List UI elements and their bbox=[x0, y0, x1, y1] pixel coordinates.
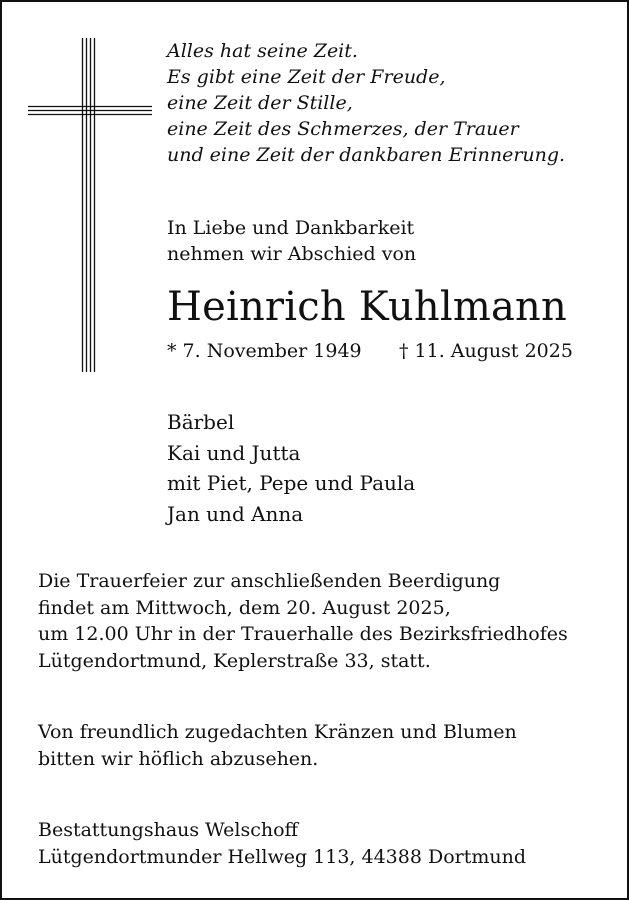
funeral-info-line: findet am Mittwoch, dem 20. August 2025, bbox=[38, 596, 451, 619]
family-member: Kai und Jutta bbox=[167, 440, 301, 465]
death-date: † 11. August 2025 bbox=[399, 340, 573, 362]
poem-line: Alles hat seine Zeit. bbox=[167, 40, 358, 62]
funeral-info bbox=[38, 568, 568, 674]
poem bbox=[167, 38, 565, 168]
deceased-name: Heinrich Kuhlmann bbox=[167, 284, 567, 330]
flowers-note-line: bitten wir höflich abzusehen. bbox=[38, 747, 319, 770]
family-member: Bärbel bbox=[167, 410, 235, 434]
intro-text bbox=[167, 215, 416, 267]
intro-line: In Liebe und Dankbarkeit bbox=[167, 217, 415, 239]
life-dates bbox=[167, 338, 587, 364]
flowers-note-line: Von freundlich zugedachten Kränzen und Blumen bbox=[38, 721, 517, 743]
birth-date: * 7. November 1949 bbox=[167, 340, 362, 362]
funeral-info-line: Lütgendortmund, Keplerstraße 33, statt. bbox=[38, 649, 431, 672]
family-list bbox=[167, 407, 415, 529]
cross-icon bbox=[28, 38, 152, 372]
poem-line: eine Zeit des Schmerzes, der Trauer bbox=[167, 118, 519, 140]
undertaker-line: Lütgendortmunder Hellweg 113, 44388 Dortmund bbox=[38, 845, 527, 868]
funeral-info-line: Die Trauerfeier zur anschließenden Beerdigung bbox=[38, 570, 501, 592]
poem-line: Es gibt eine Zeit der Freude, bbox=[167, 66, 446, 88]
family-member: mit Piet, Pepe und Paula bbox=[167, 471, 416, 495]
poem-line: und eine Zeit der dankbaren Erinnerung. bbox=[167, 144, 566, 166]
intro-line: nehmen wir Abschied von bbox=[167, 243, 417, 265]
family-member: Jan und Anna bbox=[167, 501, 304, 526]
poem-line: eine Zeit der Stille, bbox=[167, 92, 353, 114]
flowers-note bbox=[38, 719, 517, 772]
undertaker-info bbox=[38, 817, 526, 870]
undertaker-line: Bestattungshaus Welschoff bbox=[38, 819, 299, 841]
funeral-info-line: um 12.00 Uhr in der Trauerhalle des Bezirksfriedhofes bbox=[38, 623, 568, 645]
